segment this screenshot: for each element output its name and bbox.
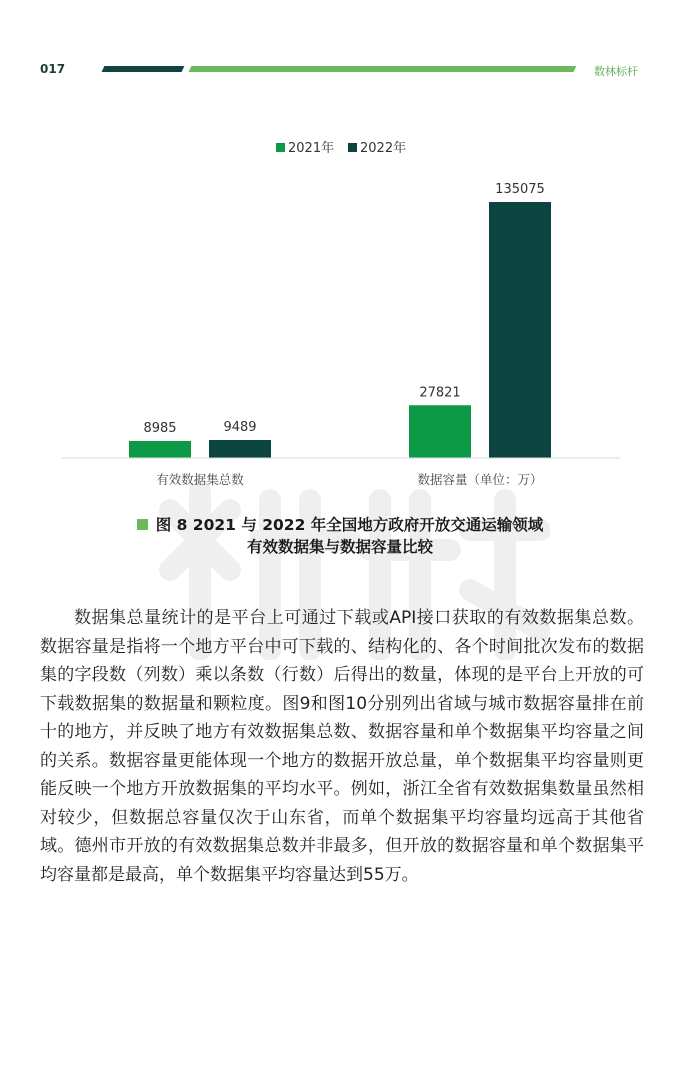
chart-category-labels xyxy=(156,472,542,487)
bar-1-1 xyxy=(129,441,191,458)
caption-line-1-text: 图 8 2021 与 2022 年全国地方政府开放交通运输领域 xyxy=(155,516,544,534)
figure-caption xyxy=(0,514,680,558)
chart-legend xyxy=(276,140,406,156)
value-label-2-1: 27821 xyxy=(419,385,461,401)
value-label-1-2: 9489 xyxy=(223,420,257,436)
legend-swatch-1 xyxy=(276,143,285,152)
bar-2-1 xyxy=(409,405,471,458)
body-paragraph: 数据集总量统计的是平台上可通过下载或API接口获取的有效数据集总数。数据容量是指将一个地方平台中可下载的、结构化的、各个时间批次发布的数据集的字段数（列数）乘以条数（行数）后得出的数量，体现的是平台上开放的可下载数据集的数据量和颗粒度。图9和图10分别列出省域与城市数据容量排在前十的地方，并反映了地方有效数据集总数、数据容量和单个数据集平均容量之间的关系。数据容量更能体现一个地方的数据开放总量，单个数据集平均容量则更能反映一个地方开放数据集的平均水平。例如，浙江全省有效数据集数量虽然相对较少，但数据总容量仅次于山东省，而单个数据集平均容量均远高于其他省域。德州市开放的有效数据集总数并非最多，但开放的数据容量和单个数据集平均容量都是最高，单个数据集平均容量达到55万。 xyxy=(40,608,644,885)
brand-label: 数林标杆 xyxy=(594,65,638,78)
legend-label-1: 2021年 xyxy=(288,141,335,156)
chart-bars xyxy=(129,202,551,458)
caption-line-2: 有效数据集与数据容量比较 xyxy=(246,538,433,556)
value-label-2-2: 135075 xyxy=(495,182,545,197)
caption-marker-icon xyxy=(137,519,148,530)
legend-swatch-2 xyxy=(348,143,357,152)
category-label-2: 数据容量（单位：万） xyxy=(417,472,543,487)
value-label-1-1: 8985 xyxy=(143,420,177,436)
bar-2-2 xyxy=(489,202,551,458)
page-number: 017 xyxy=(40,62,66,76)
header-bar-dark xyxy=(102,66,185,72)
bar-1-2 xyxy=(209,440,271,458)
chart-value-labels xyxy=(143,182,544,436)
category-label-1: 有效数据集总数 xyxy=(156,472,244,487)
header-bar-green xyxy=(189,66,577,72)
bar-chart xyxy=(0,130,680,500)
legend-label-2: 2022年 xyxy=(360,141,407,156)
caption-line-1 xyxy=(0,514,680,536)
